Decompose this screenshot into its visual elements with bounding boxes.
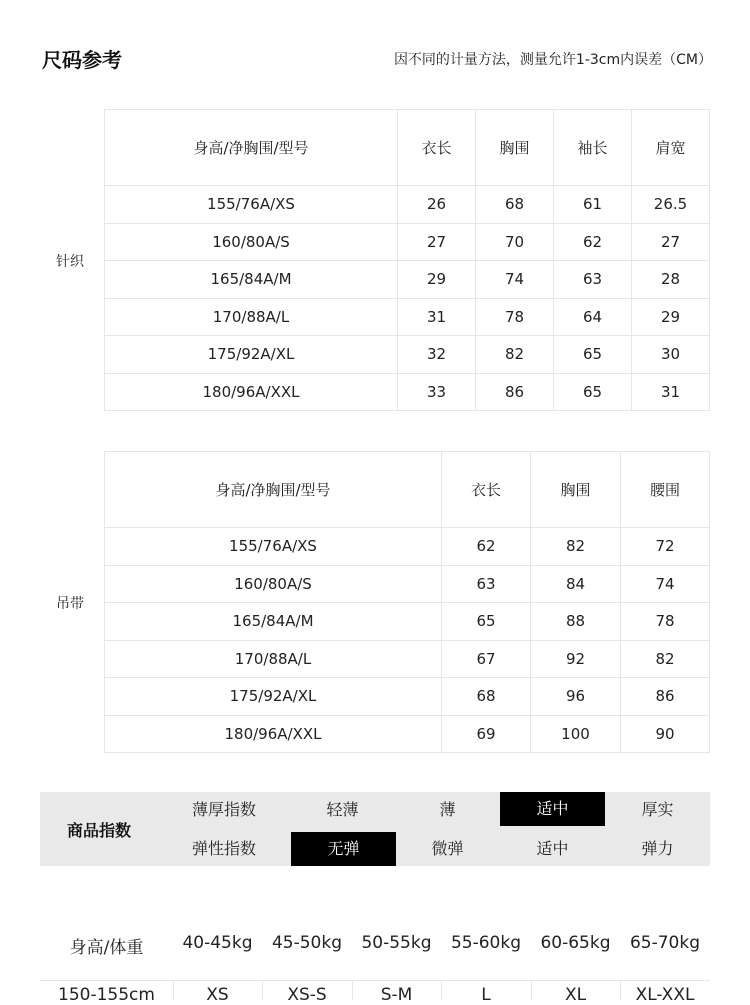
product-index-panel xyxy=(40,792,710,866)
size-cell: XS-S xyxy=(287,985,327,1005)
table-cell: 155/76A/XS xyxy=(105,528,442,566)
weight-column-header: 65-70kg xyxy=(629,933,701,953)
table-cell: 180/96A/XXL xyxy=(105,373,398,411)
measurement-note: 因不同的计量方法，测量允许1-3cm内误差（CM） xyxy=(393,52,712,68)
strap-category-label: 吊带 xyxy=(56,596,84,612)
table-row xyxy=(105,186,710,224)
table-cell: 180/96A/XXL xyxy=(105,715,442,753)
table-row xyxy=(105,336,710,374)
table-cell: 31 xyxy=(398,298,476,336)
elasticity-option-stretch: 弹力 xyxy=(641,839,674,858)
table-cell: 63 xyxy=(442,565,531,603)
table-cell: 68 xyxy=(442,678,531,716)
thickness-option-medium-selected: 适中 xyxy=(500,792,605,826)
table-cell: 33 xyxy=(398,373,476,411)
table-cell: 65 xyxy=(554,373,632,411)
table-cell: 78 xyxy=(476,298,554,336)
table-cell: 155/76A/XS xyxy=(105,186,398,224)
table-cell: 100 xyxy=(531,715,621,753)
table-cell: 31 xyxy=(632,373,710,411)
table-cell: 63 xyxy=(554,261,632,299)
table-cell: 29 xyxy=(632,298,710,336)
table-row xyxy=(105,223,710,261)
table-cell: 165/84A/M xyxy=(105,261,398,299)
weight-column-header: 45-50kg xyxy=(271,933,343,953)
height-weight-header: 身高/体重 xyxy=(69,938,144,958)
table-row xyxy=(105,715,710,753)
table-cell: 160/80A/S xyxy=(105,223,398,261)
table-cell: 61 xyxy=(554,186,632,224)
table-cell: 78 xyxy=(621,603,710,641)
column-header: 胸围 xyxy=(531,452,621,528)
table-row xyxy=(105,640,710,678)
product-index-title: 商品指数 xyxy=(67,821,132,840)
table-row xyxy=(105,603,710,641)
weight-column-header: 50-55kg xyxy=(361,933,432,953)
table-cell: 175/92A/XL xyxy=(105,336,398,374)
table-cell: 29 xyxy=(398,261,476,299)
table-cell: 170/88A/L xyxy=(105,640,442,678)
table-cell: 65 xyxy=(442,603,531,641)
size-cell: XS xyxy=(206,985,229,1005)
column-header: 腰围 xyxy=(621,452,710,528)
table-row xyxy=(105,261,710,299)
column-header: 身高/净胸围/型号 xyxy=(105,110,398,186)
table-cell: 26.5 xyxy=(632,186,710,224)
table-cell: 65 xyxy=(554,336,632,374)
thickness-option-light-thin: 轻薄 xyxy=(326,800,359,819)
table-cell: 70 xyxy=(476,223,554,261)
table-cell: 67 xyxy=(442,640,531,678)
table-cell: 62 xyxy=(442,528,531,566)
table-cell: 72 xyxy=(621,528,710,566)
table-cell: 62 xyxy=(554,223,632,261)
column-header: 衣长 xyxy=(398,110,476,186)
table-cell: 90 xyxy=(621,715,710,753)
table-cell: 175/92A/XL xyxy=(105,678,442,716)
table-cell: 86 xyxy=(476,373,554,411)
table-cell: 68 xyxy=(476,186,554,224)
height-row-label: 150-155cm xyxy=(58,985,155,1005)
size-cell: L xyxy=(481,985,491,1005)
table-row xyxy=(105,528,710,566)
size-cell: S-M xyxy=(380,985,413,1005)
table-header-row xyxy=(105,452,710,528)
size-cell: XL-XXL xyxy=(635,985,695,1005)
strap-size-table xyxy=(104,451,710,753)
table-cell: 27 xyxy=(398,223,476,261)
column-header: 身高/净胸围/型号 xyxy=(105,452,442,528)
table-row xyxy=(105,373,710,411)
table-cell: 30 xyxy=(632,336,710,374)
weight-column-header: 40-45kg xyxy=(182,933,253,953)
table-row xyxy=(105,298,710,336)
table-cell: 74 xyxy=(476,261,554,299)
table-row xyxy=(105,565,710,603)
column-header: 袖长 xyxy=(554,110,632,186)
size-cell: XL xyxy=(564,985,587,1005)
size-reference-title: 尺码参考 xyxy=(42,48,122,72)
column-header: 衣长 xyxy=(442,452,531,528)
table-header-row xyxy=(105,110,710,186)
table-cell: 92 xyxy=(531,640,621,678)
column-header: 肩宽 xyxy=(632,110,710,186)
weight-column-header: 60-65kg xyxy=(540,933,611,953)
table-cell: 84 xyxy=(531,565,621,603)
table-cell: 82 xyxy=(531,528,621,566)
elasticity-option-slight: 微弹 xyxy=(431,839,464,858)
table-cell: 27 xyxy=(632,223,710,261)
table-cell: 26 xyxy=(398,186,476,224)
weight-column-header: 55-60kg xyxy=(450,933,522,953)
table-cell: 96 xyxy=(531,678,621,716)
column-header: 胸围 xyxy=(476,110,554,186)
table-cell: 88 xyxy=(531,603,621,641)
table-cell: 170/88A/L xyxy=(105,298,398,336)
elasticity-option-none-selected: 无弹 xyxy=(291,832,396,866)
table-cell: 82 xyxy=(476,336,554,374)
table-cell: 82 xyxy=(621,640,710,678)
knit-category-label: 针织 xyxy=(56,254,84,270)
table-cell: 86 xyxy=(621,678,710,716)
knit-size-table xyxy=(104,109,710,411)
thickness-option-thin: 薄 xyxy=(439,800,456,819)
elasticity-index-label: 弹性指数 xyxy=(191,839,256,858)
thickness-option-thick: 厚实 xyxy=(641,800,674,819)
elasticity-option-medium: 适中 xyxy=(536,839,569,858)
table-cell: 28 xyxy=(632,261,710,299)
table-cell: 64 xyxy=(554,298,632,336)
table-cell: 69 xyxy=(442,715,531,753)
table-row xyxy=(105,678,710,716)
table-cell: 32 xyxy=(398,336,476,374)
table-cell: 74 xyxy=(621,565,710,603)
table-cell: 165/84A/M xyxy=(105,603,442,641)
table-cell: 160/80A/S xyxy=(105,565,442,603)
thickness-index-label: 薄厚指数 xyxy=(191,800,256,819)
